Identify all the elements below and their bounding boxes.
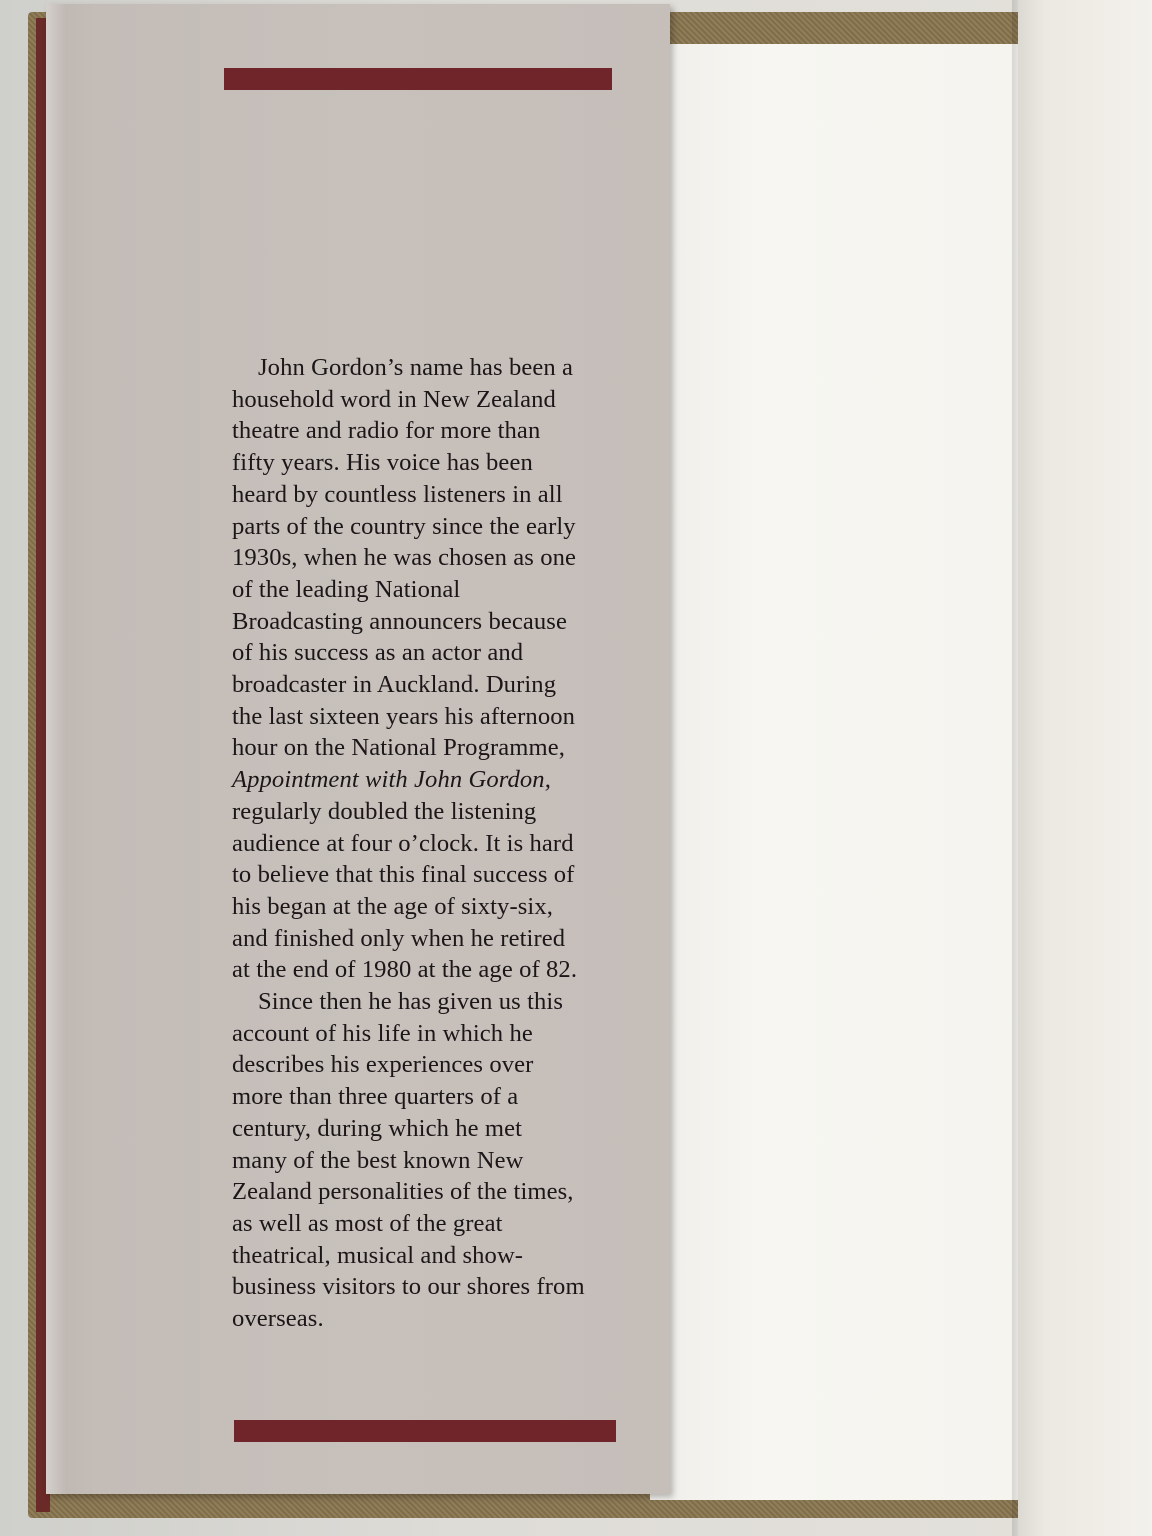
blurb-line: Zealand personalities of the times, (232, 1178, 574, 1206)
blurb-line: heard by countless listeners in all (232, 480, 563, 508)
blurb-line: to believe that this final success of (232, 861, 575, 889)
jacket-fold (46, 4, 66, 1494)
blurb-line: regularly doubled the listening (232, 797, 537, 825)
blurb-paragraph-1 (232, 352, 632, 986)
top-rule (224, 68, 612, 90)
radio-programme-title: Appointment with John Gordon, (232, 766, 551, 794)
blurb-line: household word in New Zealand (232, 385, 556, 413)
blurb-line: and finished only when he retired (232, 924, 566, 952)
blurb-line: fifty years. His voice has been (232, 449, 533, 477)
blurb-line: of the leading National (232, 575, 461, 603)
blurb-line: of his success as an actor and (232, 639, 524, 667)
blurb-line: many of the best known New (232, 1146, 524, 1174)
blurb-line: 1930s, when he was chosen as one (232, 544, 577, 572)
endpaper-page (650, 44, 1018, 1500)
blurb-line: hour on the National Programme, (232, 734, 565, 762)
blurb-line: audience at four o’clock. It is hard (232, 829, 574, 857)
blurb-line: century, during which he met (232, 1114, 523, 1142)
blurb-line: overseas. (232, 1305, 324, 1333)
blurb-line-italic-title (232, 764, 632, 796)
blurb-line: account of his life in which he (232, 1019, 533, 1047)
blurb-line: parts of the country since the early (232, 512, 576, 540)
blurb-paragraph-2 (232, 986, 632, 1335)
blurb-line: Broadcasting announcers because (232, 607, 567, 635)
blurb-line: theatre and radio for more than (232, 417, 541, 445)
blurb-line: broadcaster in Auckland. During (232, 671, 557, 699)
blurb-line: the last sixteen years his afternoon (232, 702, 576, 730)
blurb-line: John Gordon’s name has been a (258, 354, 574, 381)
blurb-line: his began at the age of sixty-six, (232, 892, 553, 920)
flyleaf-page (1018, 0, 1152, 1536)
blurb-line: as well as most of the great (232, 1209, 503, 1237)
blurb-line: describes his experiences over (232, 1051, 534, 1079)
blurb-line: Since then he has given us this (258, 988, 564, 1016)
blurb-line: business visitors to our shores from (232, 1273, 585, 1301)
blurb-line: more than three quarters of a (232, 1083, 519, 1111)
jacket-blurb (232, 352, 632, 1335)
blurb-line: at the end of 1980 at the age of 82. (232, 956, 578, 984)
bottom-rule (234, 1420, 616, 1442)
blurb-line: theatrical, musical and show- (232, 1241, 524, 1269)
